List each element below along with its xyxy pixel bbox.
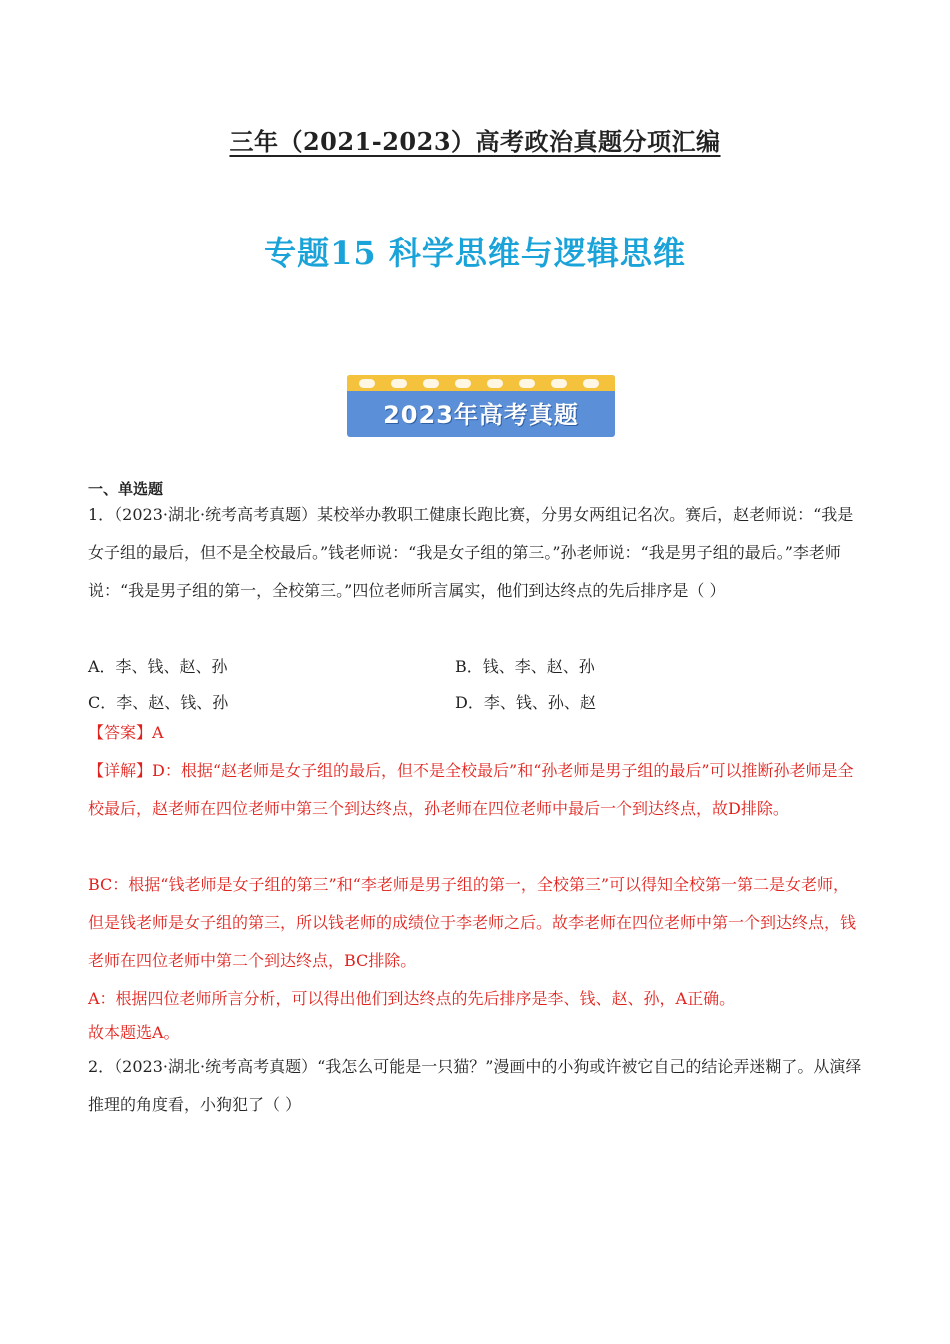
banner-dot [391,379,407,388]
answer-line: 【答案】A [88,723,164,742]
section-heading: 一、单选题 [88,480,164,498]
option-c: C．李、赵、钱、孙 [88,693,229,712]
banner-dot [455,379,471,388]
banner-dot [423,379,439,388]
banner-dot [519,379,535,388]
option-a: A．李、钱、赵、孙 [88,657,228,676]
year-banner [347,375,615,437]
analysis-a: A：根据四位老师所言分析，可以得出他们到达终点的先后排序是李、钱、赵、孙，A正确。 [88,989,736,1008]
banner-dot [551,379,567,388]
banner-dot [359,379,375,388]
banner-dot [583,379,599,388]
banner-dot [487,379,503,388]
question-2-stem: 2．（2023·湖北·统考高考真题）“我怎么可能是一只猫？”漫画中的小狗或许被它自己的结论弄迷糊了。从演绎推理的角度看，小狗犯了（ ） [88,1057,862,1114]
option-b: B．钱、李、赵、孙 [455,657,595,676]
banner-stripe [347,375,615,391]
banner-label: 2023年高考真题 [383,401,579,429]
series-title [0,122,950,157]
topic-title: 专题15 科学思维与逻辑思维 [264,234,686,272]
option-d: D．李、钱、孙、赵 [455,693,596,712]
question-1-stem: 1．（2023·湖北·统考高考真题）某校举办教职工健康长跑比赛，分男女两组记名次。赛后，赵老师说：“我是女子组的最后，但不是全校最后。”钱老师说：“我是女子组的第三。”孙老师说：“我是男子组的最后。”李老师说：“我是男子组的第一，全校第三。”四位老师所言属实，他们到达终点的先后排序是（ ） [88,505,854,600]
series-title-text: 三年（2021-2023）高考政治真题分项汇编 [229,127,721,156]
analysis-bc: BC：根据“钱老师是女子组的第三”和“李老师是男子组的第一，全校第三”可以得知全校第一第二是女老师，但是钱老师是女子组的第三，所以钱老师的成绩位于李老师之后。故李老师在四位老师中第一个到达终点，钱老师在四位老师中第二个到达终点，BC排除。 [88,875,857,970]
analysis-conclusion: 故本题选A。 [88,1023,180,1042]
analysis-d: 【详解】D：根据“赵老师是女子组的最后，但不是全校最后”和“孙老师是男子组的最后”可以推断孙老师是全校最后，赵老师在四位老师中第三个到达终点，孙老师在四位老师中最后一个到达终点，故D排除。 [88,761,854,818]
